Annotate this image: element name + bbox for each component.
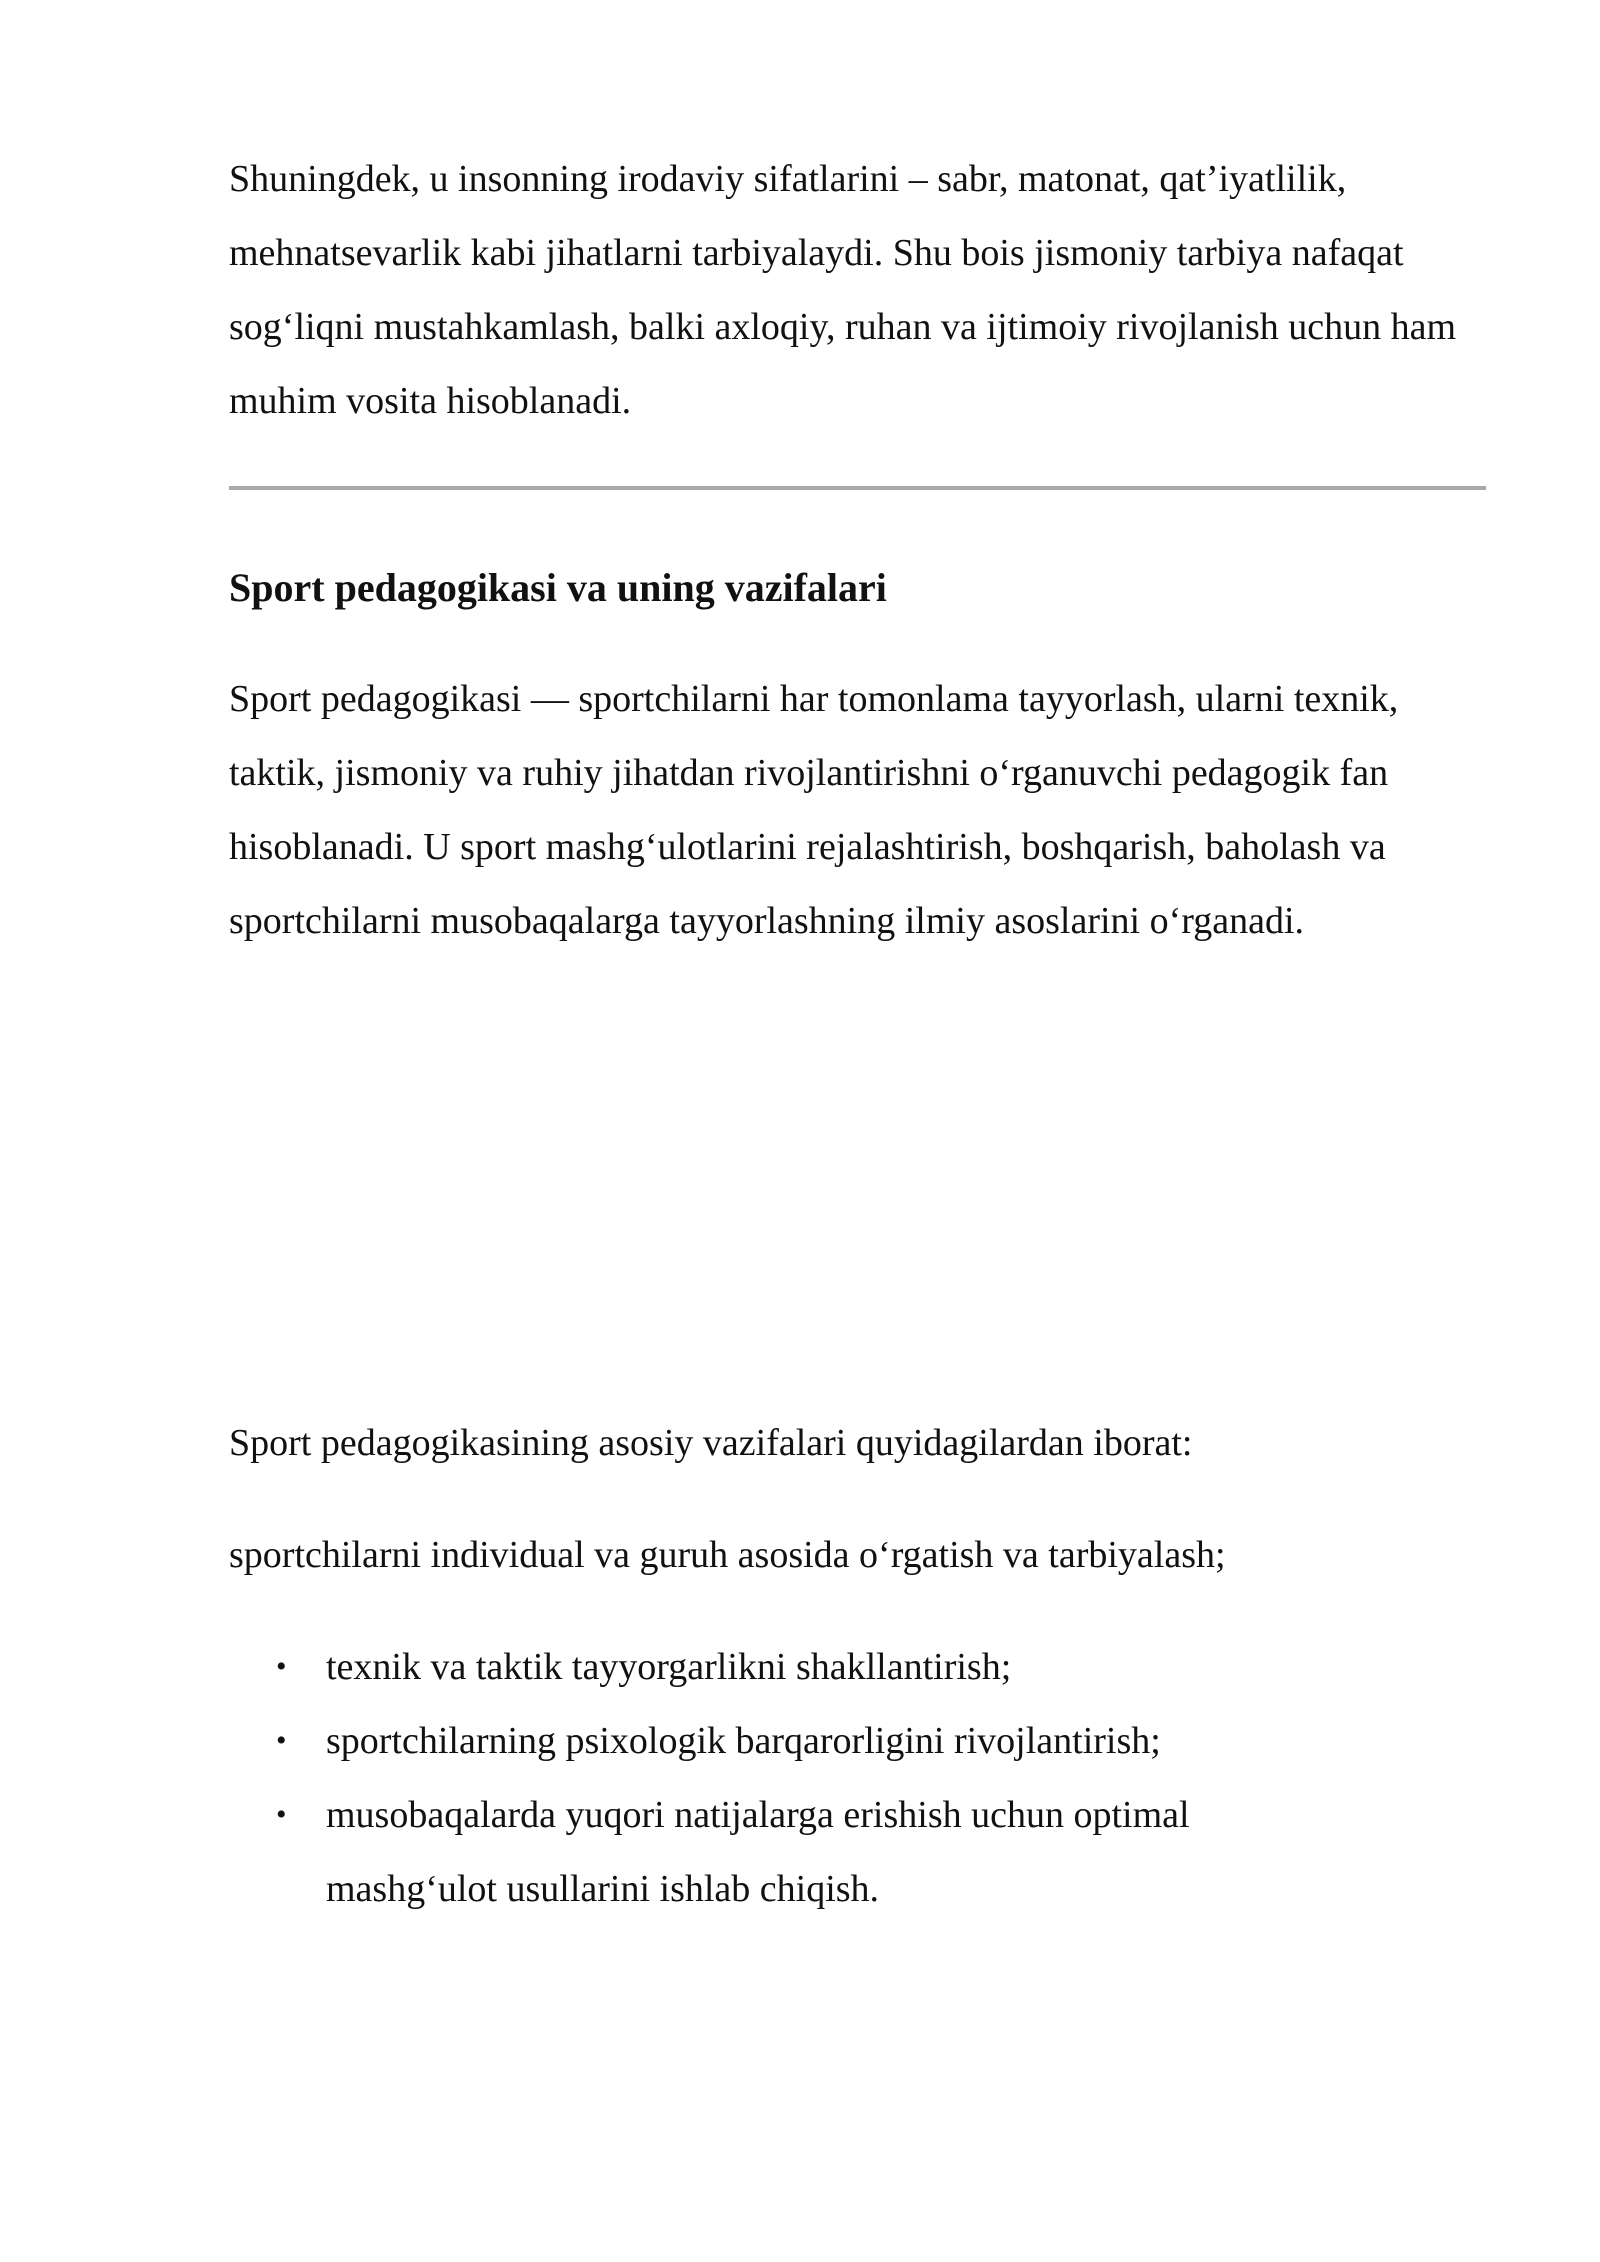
intro-paragraph: Shuningdek, u insonning irodaviy sifatlarini – sabr, matonat, qat’iyatlilik, mehnatsevarlik kabi jihatlarni tarbiyalaydi. Shu bois jismoniy tarbiya nafaqat sog‘liqni mustahkamlash, balki axloqiy, ruhan va ijtimoiy rivojlanish uchun ham muhim vosita hisoblanadi. — [229, 158, 1457, 422]
list-item-text: musobaqalarda yuqori natijalarga erishish uchun optimal mashg‘ulot usullarini ishlab chiqish. — [326, 1794, 1190, 1910]
section-divider — [229, 486, 1486, 490]
intro-block — [229, 142, 1486, 438]
section-heading: Sport pedagogikasi va uning vazifalari — [229, 565, 887, 610]
list-item — [229, 1630, 1486, 1704]
section-body-block — [229, 662, 1486, 958]
list-item-text: sportchilarning psixologik barqarorligini rivojlantirish; — [326, 1720, 1161, 1762]
bullet-icon: • — [276, 1724, 287, 1757]
tasks-intro: Sport pedagogikasining asosiy vazifalari quyidagilardan iborat: — [229, 1422, 1193, 1464]
tasks-intro-block — [229, 1406, 1486, 1480]
list-item — [229, 1704, 1486, 1778]
task-list-block — [229, 1630, 1486, 1926]
list-item — [229, 1778, 1486, 1926]
task-list — [229, 1630, 1486, 1926]
bullet-icon: • — [276, 1650, 287, 1683]
list-item-text: texnik va taktik tayyorgarlikni shakllantirish; — [326, 1646, 1012, 1688]
section-paragraph: Sport pedagogikasi — sportchilarni har tomonlama tayyorlash, ularni texnik, taktik, jismoniy va ruhiy jihatdan rivojlantirishni o‘rganuvchi pedagogik fan hisoblanadi. U sport mashg‘ulotlarini rejalashtirish, boshqarish, baholash va sportchilarni musobaqalarga tayyorlashning ilmiy asoslarini o‘rganadi. — [229, 678, 1399, 942]
bullet-icon: • — [276, 1798, 287, 1831]
section-heading-block — [229, 558, 1486, 618]
first-task: sportchilarni individual va guruh asosida o‘rgatish va tarbiyalash; — [229, 1534, 1226, 1576]
first-task-block — [229, 1518, 1486, 1592]
